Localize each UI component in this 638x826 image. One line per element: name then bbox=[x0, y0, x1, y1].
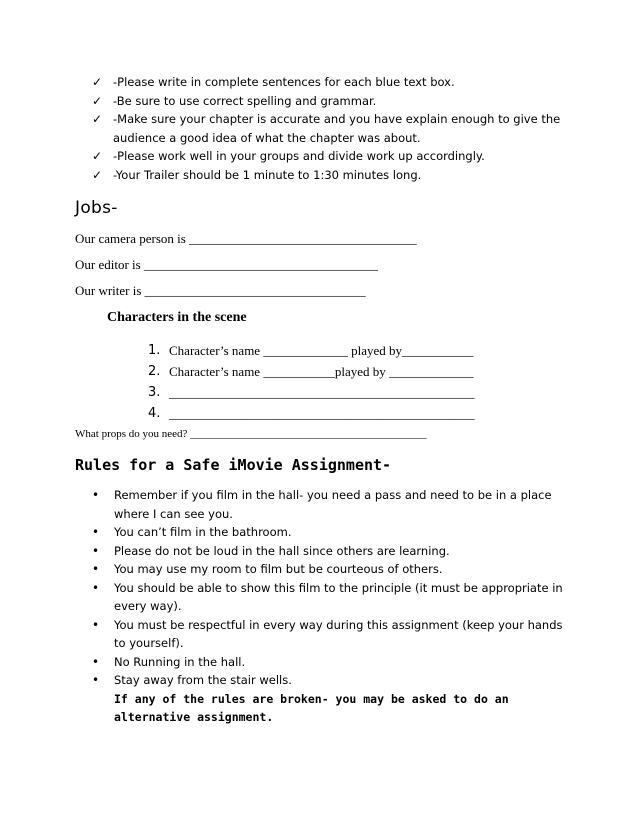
characters-list bbox=[148, 340, 475, 424]
checklist bbox=[92, 73, 592, 184]
bullet-icon: • bbox=[92, 488, 100, 502]
rule-text: Remember if you film in the hall- you need a pass and need to be in a place where I can see you. bbox=[114, 488, 552, 521]
character-number: 3. bbox=[148, 385, 161, 400]
rule-item bbox=[92, 616, 572, 653]
bullet-icon: • bbox=[92, 580, 100, 595]
checklist-text: -Please work well in your groups and divide work up accordingly. bbox=[113, 149, 485, 163]
bullet-icon: • bbox=[92, 617, 100, 632]
character-line: _______________________________________________ bbox=[169, 406, 475, 421]
rule-item bbox=[92, 542, 572, 561]
rules-warning: If any of the rules are broken- you may be asked to do an alternative assignment. bbox=[114, 691, 509, 724]
character-line: Character’s name _____________ played by___________ bbox=[169, 343, 474, 358]
checklist-text: -Be sure to use correct spelling and grammar. bbox=[113, 93, 377, 108]
rule-item bbox=[92, 653, 572, 672]
checklist-text: -Please write in complete sentences for each blue text box. bbox=[113, 75, 455, 89]
character-row bbox=[148, 403, 475, 424]
rules-list bbox=[92, 486, 572, 727]
bullet-icon: • bbox=[92, 562, 100, 576]
rule-text: Stay away from the stair wells. bbox=[114, 673, 292, 687]
checklist-text: -Your Trailer should be 1 minute to 1:30 minutes long. bbox=[113, 167, 422, 182]
checkmark-icon: ✓ bbox=[92, 112, 103, 126]
editor-line: Our editor is ____________________________________ bbox=[75, 257, 378, 272]
checklist-text: -Make sure your chapter is accurate and you have explain enough to give the audience a good idea of what the chapter was about. bbox=[113, 112, 561, 145]
checkmark-icon: ✓ bbox=[92, 93, 103, 108]
checklist-item bbox=[92, 92, 592, 111]
character-row bbox=[148, 361, 475, 382]
checklist-item bbox=[92, 147, 592, 166]
checkmark-icon: ✓ bbox=[92, 75, 103, 89]
checkmark-icon: ✓ bbox=[92, 149, 103, 163]
character-line: Character’s name ___________played by _____________ bbox=[169, 364, 474, 379]
rule-text: You should be able to show this film to the principle (it must be appropriate in every way). bbox=[114, 580, 563, 613]
rule-text: No Running in the hall. bbox=[114, 654, 246, 669]
character-number: 4. bbox=[148, 406, 161, 421]
bullet-icon: • bbox=[92, 673, 100, 687]
rule-text: You can’t film in the bathroom. bbox=[114, 525, 292, 539]
character-row bbox=[148, 382, 475, 403]
checklist-item bbox=[92, 73, 592, 92]
writer-line: Our writer is __________________________________ bbox=[75, 283, 366, 298]
rules-heading: Rules for a Safe iMovie Assignment- bbox=[75, 456, 392, 474]
character-number: 1. bbox=[148, 343, 161, 358]
rule-text: Please do not be loud in the hall since others are learning. bbox=[114, 543, 450, 558]
characters-heading: Characters in the scene bbox=[107, 310, 247, 325]
rule-item bbox=[92, 671, 572, 690]
character-row bbox=[148, 340, 475, 361]
camera-person-line: Our camera person is ___________________________________ bbox=[75, 231, 417, 246]
rule-item bbox=[92, 560, 572, 579]
jobs-heading: Jobs- bbox=[75, 198, 118, 218]
rule-text: You may use my room to film but be courteous of others. bbox=[114, 562, 443, 576]
props-line: What props do you need? ___________________________________________ bbox=[75, 428, 427, 440]
checkmark-icon: ✓ bbox=[92, 167, 103, 182]
rule-text: You must be respectful in every way during this assignment (keep your hands to yourself). bbox=[114, 617, 563, 650]
rule-item bbox=[92, 579, 572, 616]
bullet-icon: • bbox=[92, 654, 100, 669]
bullet-icon: • bbox=[92, 543, 100, 558]
checklist-item bbox=[92, 166, 592, 185]
rule-item bbox=[92, 486, 572, 523]
bullet-icon: • bbox=[92, 525, 100, 539]
character-line: _______________________________________________ bbox=[169, 385, 475, 400]
checklist-item bbox=[92, 110, 592, 147]
character-number: 2. bbox=[148, 364, 161, 379]
rule-item bbox=[92, 523, 572, 542]
